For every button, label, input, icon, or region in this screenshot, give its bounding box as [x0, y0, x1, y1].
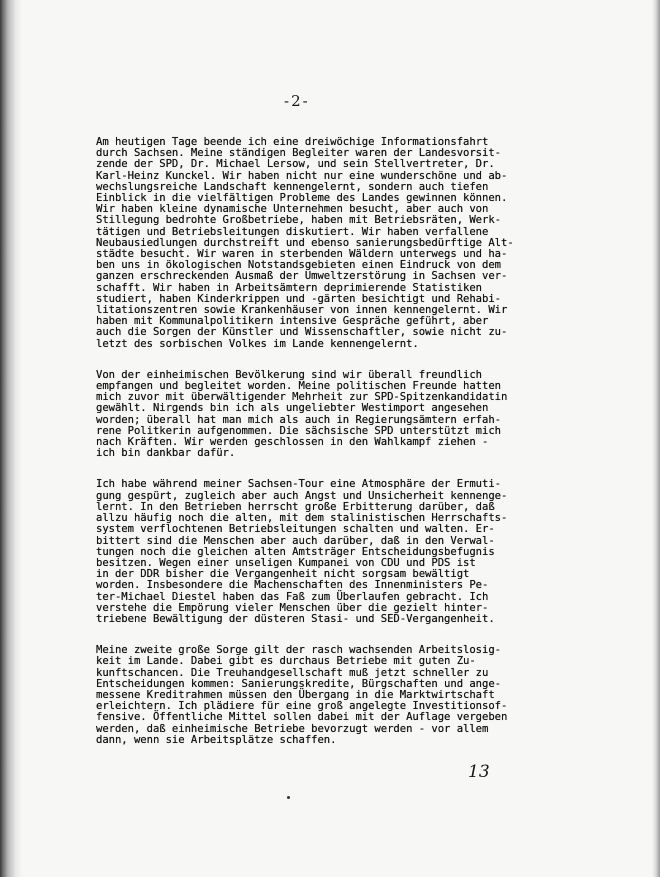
text-line: durch Sachsen. Meine ständigen Begleiter waren der Landesvorsit-: [96, 147, 501, 160]
text-line: letzt des sorbischen Volkes im Lande kennengelernt.: [96, 337, 419, 350]
text-line: erleichtern. Ich plädiere für eine groß angelegte Investitionsof-: [96, 700, 508, 713]
paragraph-tour-summary: [96, 137, 576, 350]
text-line: ich bin dankbar dafür.: [96, 447, 236, 460]
text-line: tungen noch die gleichen alten Amtsträger Entscheidungsbefugnis: [96, 545, 495, 558]
scan-left-edge-shadow: [0, 0, 22, 877]
text-line: Wir haben kleine dynamische Unternehmen besucht, aber auch von: [96, 203, 489, 216]
text-line: gung gespürt, zugleich aber auch Angst und Unsicherheit kennenge-: [96, 489, 508, 502]
text-line: haben mit Kommunalpolitikern intensive Gespräche geführt, aber: [96, 315, 489, 328]
text-line: schafft. Wir haben in Arbeitsämtern deprimierende Statistiken: [96, 281, 483, 294]
text-line: ben uns in ökologischen Notstandsgebieten einen Eindruck von dem: [96, 259, 501, 272]
text-line: keit im Lande. Dabei gibt es durchaus Betriebe mit guten Zu-: [96, 655, 476, 668]
text-line: auch die Sorgen der Künstler und Wissenschaftler, sowie nicht zu-: [96, 326, 508, 339]
text-line: Stillegung bedrohte Großbetriebe, haben mit Betriebsräten, Werk-: [96, 214, 501, 227]
text-line: worden. Insbesondere die Machenschaften des Innenministers Pe-: [96, 579, 489, 592]
text-line: verstehe die Empörung vieler Menschen über die gezielt hinter-: [96, 601, 489, 614]
text-line: Neubausiedlungen durchstreift und ebenso sanierungsbedürftige Alt-: [96, 236, 514, 249]
text-line: Entscheidungen kommen: Sanierungskredite, Bürgschaften und ange-: [96, 677, 501, 690]
text-line: studiert, haben Kinderkrippen und -gärten besichtigt und Rehabi-: [96, 292, 501, 305]
page-number: -2-: [284, 92, 310, 110]
text-line: gewählt. Nirgends bin ich als ungeliebter Westimport angesehen: [96, 402, 489, 415]
text-line: tätigen und Betriebsleitungen diskutiert. Wir haben verfallene: [96, 225, 489, 238]
text-line: Einblick in die vielfältigen Probleme des Landes gewinnen können.: [96, 192, 508, 205]
handwritten-page-mark: 13: [468, 762, 490, 782]
text-line: zende der SPD, Dr. Michael Lersow, und sein Stellvertreter, Dr.: [96, 158, 495, 171]
paragraph-unemployment: [96, 645, 576, 746]
text-line: allzu häufig noch die alten, mit dem stalinistischen Herrschafts-: [96, 512, 508, 525]
text-line: kunftschancen. Die Treuhandgesellschaft muß jetzt schneller zu: [96, 666, 489, 679]
text-line: Meine zweite große Sorge gilt der rasch wachsenden Arbeitslosig-: [96, 644, 501, 657]
text-line: lernt. In den Betrieben herrscht große Erbitterung darüber, daß: [96, 500, 495, 513]
text-line: Karl-Heinz Kunckel. Wir haben nicht nur eine wunderschöne und ab-: [96, 169, 508, 182]
letter-body: [96, 137, 576, 766]
text-line: werden, daß einheimische Betriebe bevorzugt werden - vor allem: [96, 722, 489, 735]
text-line: in der DDR bisher die Vergangenheit nicht sorgsam bewältigt: [96, 568, 470, 581]
text-line: fensive. Öffentliche Mittel sollen dabei mit der Auflage vergeben: [96, 711, 508, 724]
text-line: Ich habe während meiner Sachsen-Tour eine Atmosphäre der Ermuti-: [96, 478, 501, 491]
text-line: mich zuvor mit überwältigender Mehrheit zur SPD-Spitzenkandidatin: [96, 391, 508, 404]
text-line: worden; überall hat man mich als auch in Regierungsämtern erfah-: [96, 413, 501, 426]
text-line: ganzen erschreckenden Ausmaß der Umweltzerstörung in Sachsen ver-: [96, 270, 508, 283]
text-line: wechslungsreiche Landschaft kennengelernt, sondern auch tiefen: [96, 180, 489, 193]
scan-speck: [287, 796, 290, 799]
text-line: städte besucht. Wir waren in sterbenden Wäldern unterwegs und ha-: [96, 248, 508, 261]
text-line: rene Politkerin aufgenommen. Die sächsische SPD unterstützt mich: [96, 424, 501, 437]
paragraph-population-reception: [96, 370, 576, 460]
scan-right-edge-shadow: [652, 0, 660, 877]
paragraph-atmosphere: [96, 479, 576, 625]
text-line: system verflochtenen Betriebsleitungen schalten und walten. Er-: [96, 523, 495, 536]
text-line: triebene Bewältigung der düsteren Stasi- und SED-Vergangenheit.: [96, 612, 495, 625]
text-line: dann, wenn sie Arbeitsplätze schaffen.: [96, 733, 337, 746]
text-line: besitzen. Wegen einer unseligen Kumpanei von CDU und PDS ist: [96, 556, 476, 569]
text-line: litationszentren sowie Krankenhäuser von innen kennengelernt. Wir: [96, 304, 508, 317]
text-line: Von der einheimischen Bevölkerung sind wir überall freundlich: [96, 368, 483, 381]
text-line: nach Kräften. Wir werden geschlossen in den Wahlkampf ziehen -: [96, 436, 489, 449]
text-line: Am heutigen Tage beende ich eine dreiwöchige Informationsfahrt: [96, 136, 489, 148]
text-line: empfangen und begleitet worden. Meine politischen Freunde hatten: [96, 380, 501, 393]
text-line: ter-Michael Diestel haben das Faß zum Überlaufen gebracht. Ich: [96, 590, 489, 603]
text-line: messene Kreditrahmen müssen den Übergang in die Marktwirtschaft: [96, 688, 495, 701]
text-line: bittert sind die Menschen aber auch darüber, daß in den Verwal-: [96, 534, 495, 547]
